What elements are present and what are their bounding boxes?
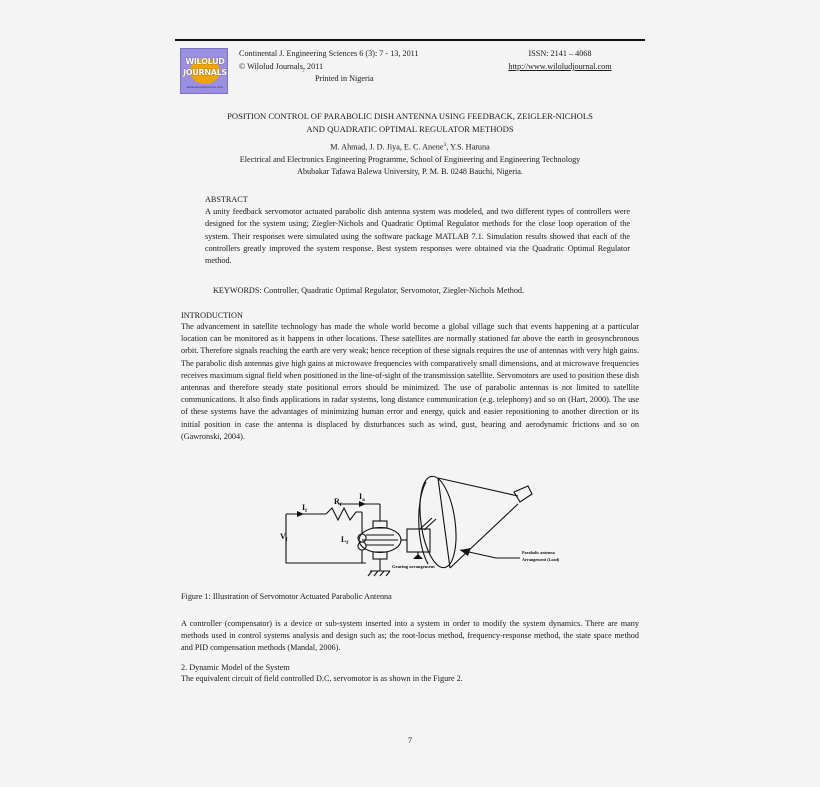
figure-1-servomotor-antenna-diagram — [280, 472, 570, 584]
journal-website-link[interactable]: http://www.wiloludjournal.com — [508, 61, 612, 71]
article-authors-block — [181, 139, 639, 179]
article-title-line-2: AND QUADRATIC OPTIMAL REGULATOR METHODS — [306, 123, 514, 134]
figure-label-gearing: Gearing arrangement — [392, 564, 435, 569]
figure-label-load-line2: Arrangement (Load) — [522, 557, 560, 562]
keywords-line: KEYWORDS: Controller, Quadratic Optimal Regulator, Servomotor, Ziegler-Nichols Method. — [213, 286, 525, 295]
affiliation-line-2: Abubakar Tafawa Balewa University, P. M. B. 0248 Bauchi, Nigeria. — [297, 167, 523, 177]
printed-in-nigeria: Printed in Nigeria — [315, 74, 374, 83]
logo-word-wilolud: WILOLUD — [185, 57, 225, 66]
controller-paragraph — [181, 618, 639, 655]
abstract-heading: ABSTRACT — [205, 195, 248, 204]
figure-label-field-inductance: $L_f$ — [341, 535, 349, 546]
abstract-section — [205, 194, 630, 267]
journal-copyright-line: © Wilolud Journals, 2011 — [239, 61, 324, 71]
controller-paragraph-text: A controller (compensator) is a device or sub-system inserted into a system in order to modify the system dynamics. There are many methods used in control systems analysis and design such as; the root-locus method, frequency-response method, the state space method and PID compensation methods (Mandal, 2006). — [181, 619, 639, 653]
wilolud-journals-logo — [180, 48, 228, 94]
authors-names-post: , Y.S. Haruna — [446, 142, 490, 152]
stray-tick-mark: ` — [302, 70, 305, 78]
section-2-text: The equivalent circuit of field controlled D.C. servomotor is as shown in the Figure 2. — [181, 674, 463, 683]
article-title-line-1: POSITION CONTROL OF PARABOLIC DISH ANTENNA USING FEEDBACK, ZEIGLER-NICHOLS — [227, 111, 593, 121]
logo-word-journals: JOURNALS — [183, 68, 227, 77]
introduction-heading: INTRODUCTION — [181, 311, 243, 320]
authors-names-pre: M. Ahmad, J. D. Jiya, E. C. Anene — [330, 142, 444, 152]
journal-citation-line: Continental J. Engineering Sciences 6 (3): 7 - 13, 2011 — [239, 49, 419, 58]
page-number: 7 — [407, 736, 413, 745]
abstract-text: A unity feedback servomotor actuated parabolic dish antenna system was modeled, and two different types of controllers were designed for the system using; Ziegler-Nichols and Quadratic Optimal Regulator methods for the close loop operation of the system. Their responses were simulated using the software package MATLAB 7.1. Simulation results showed that each of the controllers greatly improved the system response. Best system responses were obtained via the Quadratic Optimal Regulator method. — [205, 207, 630, 266]
journal-issn-block — [475, 48, 645, 73]
logo-url-text: www.wiloludjournal.com — [186, 85, 224, 89]
figure-label-armature-current: $I_a$ — [359, 492, 365, 503]
affiliation-line-1: Electrical and Electronics Engineering Programme, School of Engineering and Engineering Technology — [239, 155, 581, 165]
article-title — [181, 110, 639, 135]
figure-1-caption: Figure 1: Illustration of Servomotor Actuated Parabolic Antenna — [181, 592, 392, 601]
introduction-text: The advancement in satellite technology has made the whole world become a global village such that events happening at a particular location can be monitored as it happens in other locations. These satellites are normally stationed far above the earth in geosynchronous orbit. Therefore signals reaching the earth are very weak; hence reception of these signals requires the use of antennas with very high gains. The parabolic dish antennas give high gains at microwave frequencies with comparatively small dimensions, and at microwave frequencies receives maximum signal field when positioned in the line-of-sight of the transmission satellite. Servomotors are used to position these dish antennas and therefore steady state positional errors should be minimized. The use of parabolic antennas is not limited to satellite communications. It also finds applications in radar systems, long distance communication (e.g. telephony) and so on (Hart, 2000). The use of these systems have the advantages of minimizing human error and energy, quick and easier repositioning to another direction or its initial position in case the antenna is displaced by disturbances such as wind, gust, bearing and aerodynamic frictions and so on (Gawronski, 2004). — [181, 322, 639, 441]
article-authors — [181, 139, 639, 154]
figure-label-load-line1: Parabolic antenna — [522, 550, 555, 555]
journal-masthead — [175, 48, 645, 98]
figure-label-field-current: $I_f$ — [302, 503, 307, 514]
journal-citation-block — [239, 48, 419, 73]
author-affiliation-marker: 3 — [443, 142, 447, 148]
figure-label-field-resistance: $R_f$ — [334, 497, 342, 508]
header-rule — [175, 39, 645, 41]
page-sheet — [175, 0, 645, 787]
introduction-section — [181, 321, 639, 443]
section-2-heading: 2. Dynamic Model of the System — [181, 663, 290, 672]
journal-issn: ISSN: 2141 – 4068 — [528, 49, 592, 58]
figure-label-field-voltage: $V_f$ — [280, 532, 288, 543]
